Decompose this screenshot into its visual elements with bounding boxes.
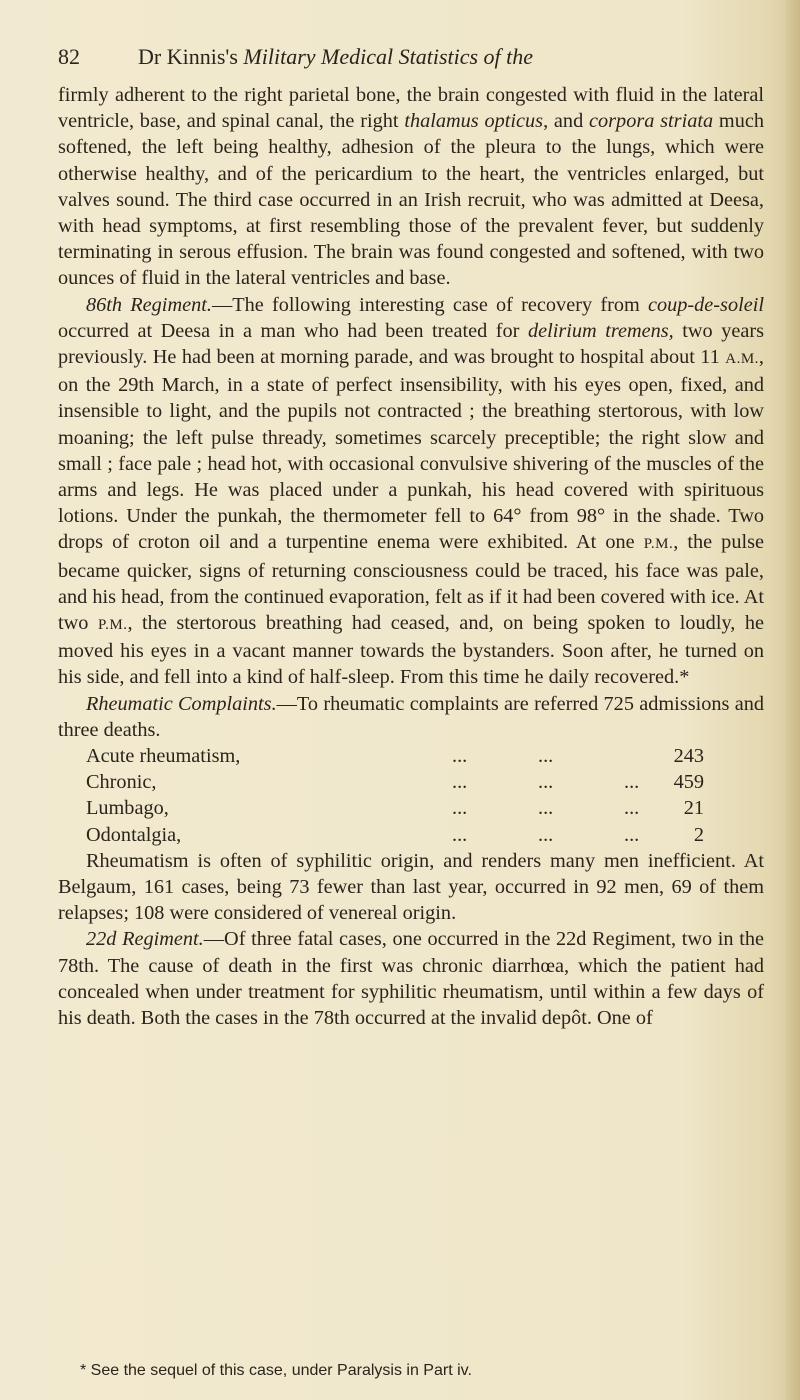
table-row: Odontalgia, ... ... ... 2 bbox=[86, 823, 704, 846]
rheumatism-table bbox=[58, 743, 764, 848]
paragraph-continuation: firmly adherent to the right parietal bone, the brain congested with fluid in the lateral ventricle, base, and spinal canal, the right thalamus opticus, and corpora striata much softened, the left being healthy, adhesion of the pleura to the lungs, which were otherwise healthy, and of the pericardium to the heart, the ventricles enlarged, but valves sound. The third case occurred in an Irish recruit, who was admitted at Deesa, with head symptoms, at first resembling those of the prevalent fever, but suddenly terminating in serous effusion. The brain was found congested and softened, with two ounces of fluid in the lateral ventricles and base. bbox=[58, 84, 764, 290]
page-number: 82 bbox=[58, 44, 80, 69]
table-row: Lumbago, ... ... ... 21 bbox=[86, 797, 704, 820]
paragraph-86th-regiment: 86th Regiment.—The following interesting case of recovery from coup-de-soleil occurred at Deesa in a man who had been treated for delirium tremens, two years previously. He had been at morning parade, and was brought to hospital about 11 A.M., on the 29th March, in a state of perfect insensibility, with his eyes open, fixed, and insensible to light, and the pupils not contracted ; the breathing stertorous, with low moaning; the left pulse thready, sometimes scarcely preceptible; the right slow and small ; face pale ; head hot, with occasional convulsive shivering of the muscles of the arms and legs. He was placed under a punkah, his head covered with spirituous lotions. Under the punkah, the thermometer fell to 64° from 98° in the shade. Two drops of croton oil and a turpentine enema were exhibited. At one P.M., the pulse became quicker, signs of returning consciousness could be traced, his face was pale, and his head, from the continued evaporation, felt as if it had been covered with ice. At two P.M., the stertorous breathing had ceased, and, on being spoken to loudly, he moved his eyes in a vacant manner towards the bystanders. Soon after, he turned on his side, and fell into a kind of half-sleep. From this time he daily recovered.* bbox=[58, 293, 765, 689]
paragraph-22d-regiment: 22d Regiment.—Of three fatal cases, one occurred in the 22d Regiment, two in the 78th. The cause of death in the first was chronic diarrhœa, which the patient had concealed when under treatment for syphilitic rheumatism, until within a few days of his death. Both the cases in the 78th occurred at the invalid depôt. One of bbox=[58, 928, 765, 1030]
running-header bbox=[58, 44, 758, 78]
section-heading: 86th Regiment. bbox=[86, 293, 212, 316]
body-text bbox=[58, 82, 764, 1031]
table-row: Chronic, ... ... ... 459 bbox=[86, 771, 704, 794]
paragraph-belgaum: Rheumatism is often of syphilitic origin, and renders many men inefficient. At Belgaum, 161 cases, being 73 fewer than last year, occurred in 92 men, 69 of them relapses; 108 were considered of venereal origin. bbox=[58, 849, 764, 925]
table-row: Acute rheumatism, ... ... 243 bbox=[86, 745, 704, 768]
section-heading: 22d Regiment. bbox=[86, 928, 204, 951]
section-heading: Rheumatic Complaints. bbox=[86, 692, 277, 715]
running-title: Dr Kinnis's Military Medical Statistics of the bbox=[138, 44, 534, 69]
paragraph-rheumatic: Rheumatic Complaints.—To rheumatic complaints are referred 725 admissions and three deaths. bbox=[58, 692, 764, 741]
footnote: * See the sequel of this case, under Paralysis in Part iv. bbox=[80, 1362, 472, 1379]
page-edge bbox=[786, 0, 800, 1400]
